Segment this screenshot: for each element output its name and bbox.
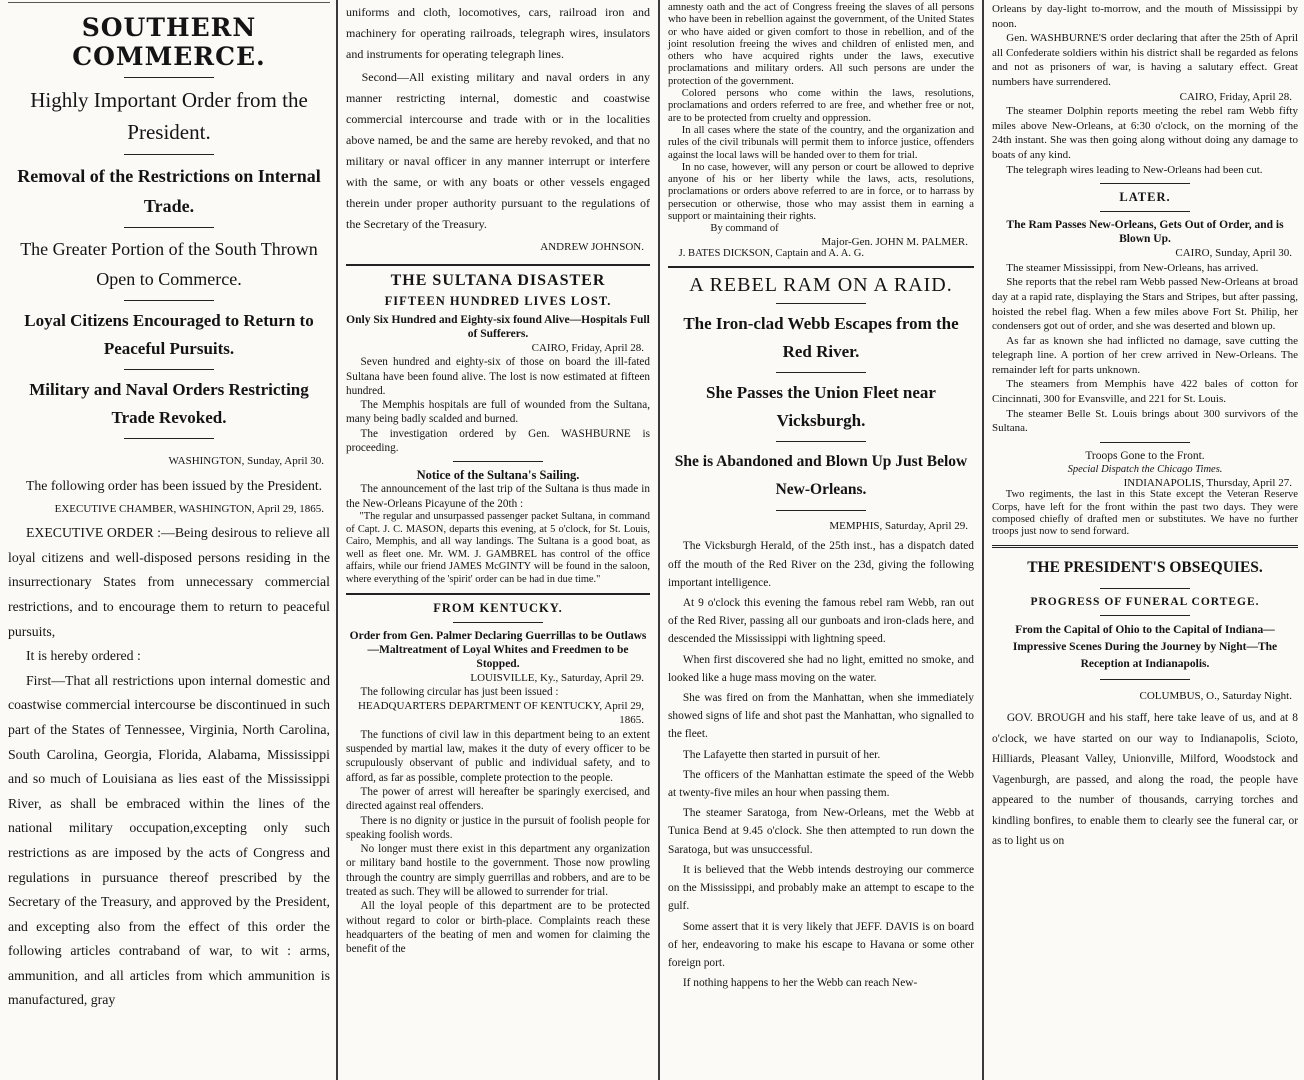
divider <box>1100 588 1190 589</box>
quoted-notice: "The regular and unsurpassed passenger packet Sultana, in command of Capt. J. C. MASON, departs this evening, at 5 o'clock, for St. Louis, Cairo, Memphis, and all way landings. The Sultana is a good boat, as well as fleet one. Mr. WM. J. GAMBREL has control of the office affairs, while our friend JAMES McGINTY will be found in the saloon, where everything of the 'spirit' order can be had in due time." <box>346 510 650 585</box>
dateline: CAIRO, Friday, April 28. <box>531 342 644 354</box>
article-paragraph: The following circular has just been issued : <box>360 685 559 698</box>
article-paragraph: The power of arrest will hereafter be sparingly exercised, and directed against real offenders. <box>346 785 650 813</box>
article-paragraph: Some assert that it is very likely that JEFF. DAVIS is on board of her, endeavoring to make his escape to Havana or some other foreign port. <box>668 920 974 969</box>
article-paragraph: It is believed that the Webb intends destroying our commerce on the Mississippi, and probably make an attempt to escape to the gulf. <box>668 863 974 913</box>
subhead-troops: Troops Gone to the Front. <box>1085 449 1205 462</box>
article-paragraph: All the loyal people of this department are to be protected without regard to color or birth-place. Complaints reach these headquarters of the beating of men and women for claiming the benefit of the <box>346 900 650 956</box>
article-paragraph: Second—All existing military and naval orders in any manner restricting internal, domestic and coastwise commercial intercourse and trade with or in the localities above named, be and the same are hereby revoked, and that no military or naval officer in any manner interrupt or interfere with the same, or with any boats or other vessels engaged therein under proper authority pursuant to the regulations of the Secretary of the Treasury. <box>346 70 650 231</box>
headline-later: LATER. <box>1119 190 1171 205</box>
dateline: INDIANAPOLIS, Thursday, April 27. <box>1123 476 1292 489</box>
divider <box>124 154 214 155</box>
deck-1: Highly Important Order from the President. <box>30 88 308 144</box>
deck-webb-escapes: The Iron-clad Webb Escapes from the Red River. <box>683 314 959 362</box>
article-paragraph: The steamer Dolphin reports meeting the rebel ram Webb fifty miles above New-Orleans, at 6:30 o'clock, on the morning of the 24th instant. She was then going along without doing any damage to boats of any kind. <box>992 105 1298 161</box>
article-paragraph: The announcement of the last trip of the Sultana is thus made in the New-Orleans Picayune of the 20th : <box>346 483 650 510</box>
top-rule <box>8 2 330 9</box>
signature-line: By command of <box>710 223 779 235</box>
article-paragraph: At 9 o'clock this evening the famous rebel ram Webb, ran out of the Red River, passing all our gunboats and iron-clads here, and descended the Mississippi with lightning speed. <box>668 597 974 646</box>
subhead-palmer-order: Order from Gen. Palmer Declaring Guerrillas to be Outlaws—Maltreatment of Loyal Whites and Freedmen to be Stopped. <box>349 629 647 670</box>
chamber-line: EXECUTIVE CHAMBER, WASHINGTON, April 29, 1865. <box>54 503 324 516</box>
article-paragraph: In all cases where the state of the country, and the organization and rules of the civil tribunals will permit them to inforce justice, offenders against the local laws will be handed over to them for trial. <box>668 124 974 161</box>
deck-4: Loyal Citizens Encouraged to Return to Peaceful Pursuits. <box>24 311 314 358</box>
divider <box>124 369 214 370</box>
article-paragraph: uniforms and cloth, locomotives, cars, railroad iron and machinery for operating railroads, telegraph wires, insulators and instruments for operating telegraph lines. <box>346 5 650 61</box>
divider <box>776 372 866 373</box>
article-paragraph: The Memphis hospitals are full of wounded from the Sultana, many being badly scalded and burned. <box>346 399 650 426</box>
column-1 <box>0 0 334 1080</box>
article-paragraph: Seven hundred and eighty-six of those on board the ill-fated Sultana have been found alive. The lost is now estimated at fifteen hundred. <box>346 356 650 397</box>
article-paragraph: It is hereby ordered : <box>25 648 141 664</box>
subhead-ram-blown-up: The Ram Passes New-Orleans, Gets Out of Order, and is Blown Up. <box>1006 219 1284 246</box>
article-paragraph: She was fired on from the Manhattan, when she immediately showed signs of life and shot past the Manhattan, who signalled to the fleet. <box>668 692 974 741</box>
article-paragraph: Orleans by day-light to-morrow, and the mouth of Mississippi by noon. <box>992 3 1298 30</box>
divider <box>1100 211 1190 212</box>
headline-sultana: THE SULTANA DISASTER <box>390 272 606 289</box>
divider <box>1100 615 1190 616</box>
headquarters-line: HEADQUARTERS DEPARTMENT OF KENTUCKY, April 29, 1865. <box>357 700 644 727</box>
dateline: WASHINGTON, Sunday, April 30. <box>168 455 324 467</box>
divider <box>776 510 866 511</box>
article-paragraph: The steamer Saratoga, from New-Orleans, met the Webb at Tunica Bend at 9.45 o'clock. She then attempted to run down the Saratoga, but was unsuccessful. <box>668 807 974 856</box>
article-paragraph: The investigation ordered by Gen. WASHBURNE is proceeding. <box>346 427 650 455</box>
article-paragraph: When first discovered she had no light, emitted no smoke, and looked like a huge mass moving on the water. <box>668 653 974 684</box>
article-paragraph: She reports that the rebel ram Webb passed New-Orleans at broad day at a rapid rate, displaying the Stars and Stripes, but after passing, hoisted the rebel flag. When a few miles above Fort St. Philip, her condensers got out of order, and she was deserted and blown up. <box>992 276 1298 333</box>
divider <box>124 77 214 78</box>
article-paragraph: Two regiments, the last in this State except the Veteran Reserve Corps, have left for the front within the past two days. They were composed chiefly of drafted men or substitutes. We have no further troops just now to send forward. <box>992 489 1298 538</box>
divider <box>776 303 866 304</box>
signature-line: J. BATES DICKSON, Captain and A. A. G. <box>678 247 864 259</box>
column-4 <box>986 0 1304 1080</box>
dateline: COLUMBUS, O., Saturday Night. <box>1139 689 1292 702</box>
divider <box>1100 679 1190 680</box>
divider <box>124 227 214 228</box>
dateline: LOUISVILLE, Ky., Saturday, April 29. <box>470 671 644 684</box>
article-paragraph: amnesty oath and the act of Congress freeing the slaves of all persons who have been in rebellion against the government, of the United States or who have aided or given comfort to those in rebellion, and of the joint resolution freeing the wives and children of enlisted men, and others who have acquired rights under the laws, executive proclamations and military orders. All such persons are under the protection of the government. <box>668 2 974 87</box>
article-paragraph: GOV. BROUGH and his staff, here take leave of us, and at 8 o'clock, we have started on our way to Indianapolis, Scioto, Hilliards, Pleasant Valley, Unionville, Milford, Woodstock and Vagenburgh, are passed, and along the road, the people have appeared to the number of thousands, carrying torches and kindling bonfires, to enable them to clearly see the funeral car, or as to light us on <box>992 712 1298 848</box>
divider <box>453 622 543 623</box>
article-paragraph: The steamer Belle St. Louis brings about 300 survivors of the Sultana. <box>992 407 1298 435</box>
article-paragraph: In no case, however, will any person or court be allowed to deprive anyone of his or her liberty while the laws, acts, resolutions, proclamations or orders above referred to are in force, or to harrass by persecution or otherwise, those who may assist them in earning a support or maintaining their rights. <box>668 161 974 223</box>
divider <box>124 438 214 439</box>
article-paragraph: First—That all restrictions upon internal domestic and coastwise commercial intercourse be discontinued in such part of the States of Tennessee, Virginia, North Carolina, South Carolina, Georgia, Florida, Alabama, Mississippi and so much of Louisiana as lies east of the Mississippi River, as shall be embraced within the lines of the national military occupation,excepting only such restrictions as are imposed by the acts of Congress and regulations in pursuance thereof prescribed by the Secretary of the Treasury, and approved by the President, and excepting also from the effect of this order the following articles contraband of war, to wit : arms, ammunition, and all articles from which ammunition is manufactured, gray <box>8 672 330 1008</box>
article-paragraph: The telegraph wires leading to New-Orleans had been cut. <box>1006 163 1263 176</box>
headline-rebel-ram: A REBEL RAM ON A RAID. <box>689 274 953 297</box>
column-rule <box>658 0 660 1080</box>
dateline: CAIRO, Sunday, April 30. <box>1175 247 1292 260</box>
headline-southern-commerce: SOUTHERN COMMERCE. <box>72 13 266 71</box>
subhead-special-dispatch: Special Dispatch the Chicago Times. <box>1067 463 1223 475</box>
article-paragraph: Gen. WASHBURNE'S order declaring that after the 25th of April all Confederate soldiers within his district shall be regarded as felons and not as prisoners of war, is having a salutary effect. Great numbers have surrendered. <box>992 32 1298 88</box>
article-paragraph: The following order has been issued by the President. <box>25 477 323 493</box>
article-paragraph: The officers of the Manhattan estimate the speed of the Webb at twenty-five miles an hour when passing them. <box>668 768 974 800</box>
deck-3: The Greater Portion of the South Thrown Open to Commerce. <box>20 239 318 289</box>
article-paragraph: No longer must there exist in this department any organization or military band hostile to the government. Those now prowling through the country are simply guerrillas and robbers, and are to be treated as such. They will be allowed to surrender for trial. <box>346 843 650 898</box>
deck-blown-up: She is Abandoned and Blown Up Just Below New-Orleans. <box>674 453 968 499</box>
subhead-funeral-cortege: PROGRESS OF FUNERAL CORTEGE. <box>1030 595 1260 608</box>
dateline: MEMPHIS, Saturday, April 29. <box>829 520 968 533</box>
headline-obsequies: THE PRESIDENT'S OBSEQUIES. <box>1027 558 1263 576</box>
article-paragraph: The steamer Mississippi, from New-Orleans, has arrived. <box>1006 261 1259 274</box>
deck-passes-fleet: She Passes the Union Fleet near Vicksburgh. <box>706 383 936 431</box>
article-paragraph: The Vicksburgh Herald, of the 25th inst., has a dispatch dated off the mouth of the Red River on the 23d, giving the following important intelligence. <box>668 540 974 589</box>
column-rule <box>336 0 338 1080</box>
article-paragraph: The functions of civil law in this department being to an extent suspended by martial law, makes it the duty of every officer to be scrupulously observant of public and individual safety, and to afford, as far as possible, complete protection to the people. <box>346 728 650 784</box>
divider <box>668 266 974 268</box>
subhead-ohio-indiana: From the Capital of Ohio to the Capital of Indiana—Impressive Scenes During the Journey by Night—The Reception at Indianapolis. <box>1012 623 1278 670</box>
article-paragraph: The steamers from Memphis have 422 bales of cotton for Cincinnati, 300 for Evansville, and 221 for St. Louis. <box>992 378 1298 406</box>
column-rule <box>982 0 984 1080</box>
subhead-survivors: Only Six Hundred and Eighty-six found Alive—Hospitals Full of Sufferers. <box>346 314 650 340</box>
article-paragraph: Colored persons who come within the laws, resolutions, proclamations and orders referred to are free, and whether free or not, are to be protected from cruelty and oppression. <box>668 88 974 124</box>
signature: ANDREW JOHNSON. <box>540 241 644 253</box>
article-paragraph: EXECUTIVE ORDER :—Being desirous to relieve all loyal citizens and well-disposed persons residing in the insurrectionary States from unnecessary commercial restrictions, and to encourage them to return to peaceful pursuits, <box>8 525 330 639</box>
column-3 <box>662 0 980 1080</box>
deck-5: Military and Naval Orders Restricting Trade Revoked. <box>29 380 309 427</box>
signature-line: Major-Gen. JOHN M. PALMER. <box>821 235 968 248</box>
headline-kentucky: FROM KENTUCKY. <box>433 600 563 615</box>
divider <box>124 300 214 301</box>
column-2 <box>340 0 656 1080</box>
divider <box>1100 183 1190 184</box>
article-paragraph: As far as known she had inflicted no damage, save cutting the telegraph line. A portion of her crew arrived in New-Orleans. The remainder left for parts unknown. <box>992 334 1298 376</box>
divider <box>346 593 650 595</box>
subhead-lives-lost: FIFTEEN HUNDRED LIVES LOST. <box>384 294 612 308</box>
subhead-sailing: Notice of the Sultana's Sailing. <box>416 468 580 483</box>
divider <box>992 545 1298 548</box>
article-paragraph: There is no dignity or justice in the pursuit of foolish people for speaking foolish words. <box>346 814 650 841</box>
divider <box>346 264 650 266</box>
divider <box>453 461 543 462</box>
article-paragraph: If nothing happens to her the Webb can reach New- <box>682 977 918 990</box>
article-paragraph: The Lafayette then started in pursuit of her. <box>682 748 881 761</box>
divider <box>1100 442 1190 443</box>
deck-2: Removal of the Restrictions on Internal Trade. <box>17 166 321 216</box>
dateline: CAIRO, Friday, April 28. <box>1179 90 1292 103</box>
divider <box>776 441 866 442</box>
